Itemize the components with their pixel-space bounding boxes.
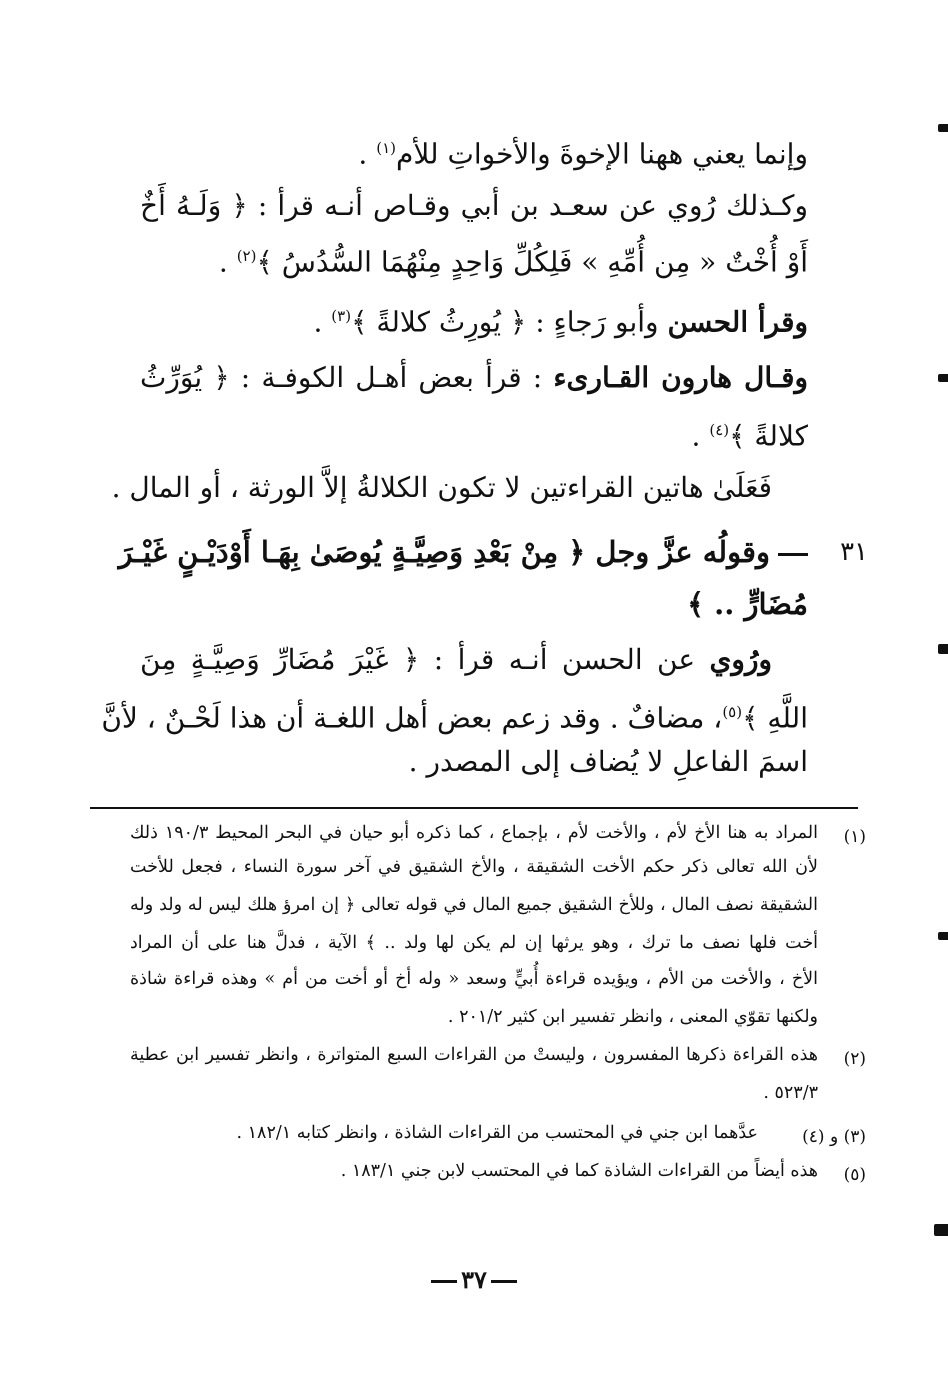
footnote-number: (٥)	[843, 1165, 866, 1185]
footnote-line: لأن الله تعالى ذكر حكم الأخت الشقيقة ، والأخ الشقيق في آخر سورة النساء ، فجعل للأخت	[130, 857, 818, 877]
footnote-divider	[90, 807, 858, 809]
section-heading-line-1	[118, 532, 808, 572]
bold-lead: ورُوي	[709, 643, 772, 676]
page-number-dash	[491, 1280, 517, 1283]
footnote-ref: (٤)	[709, 421, 730, 439]
footnote-line: عدَّهما ابن جني في المحتسب من القراءات الشاذة ، وانظر كتابه ١٨٢/١ .	[236, 1123, 758, 1143]
body-line-8	[140, 640, 772, 680]
footnote-line: ولكنها تقوّي المعنى ، وانظر تفسير ابن كثير ٢٠١/٢ .	[447, 1007, 818, 1027]
scan-edge-mark	[938, 932, 948, 940]
footnote-line: هذه أيضاً من القراءات الشاذة كما في المحتسب لابن جني ١٨٣/١ .	[340, 1161, 818, 1181]
footnote-line: المراد به هنا الأخ لأم ، والأخت لأم ، بإجماع ، كما ذكره أبو حيان في البحر المحيط ١٩٠/٣ ذلك	[130, 823, 818, 843]
body-text: عن الحسن أنـه قرأ : ﴿ غَيْرَ مُضَارِّ وَصِيَّـةٍ مِنَ	[140, 643, 710, 676]
footnote-number: (٣) و (٤)	[802, 1127, 866, 1147]
body-line-5	[140, 358, 808, 398]
footnote-number: (٢)	[843, 1049, 866, 1069]
bold-lead: وقـال هارون القـارىء	[553, 361, 809, 394]
footnote-line: أخت فلها نصف ما ترك ، وهو يرثها إن لم يكن لها ولد .. ﴾ الآية ، فدلَّ هنا على أن المراد	[130, 933, 818, 953]
body-text: وأبو رَجاءٍ : ﴿ يُورِثُ كلالةً ﴾	[351, 305, 668, 339]
body-line-7	[111, 468, 772, 508]
quran-quote: كلالةً ﴾	[729, 419, 808, 453]
body-text: .	[358, 137, 377, 171]
page-number-dash	[431, 1280, 457, 1283]
section-heading-text: وقولُه عزَّ وجل ﴿ مِنْ بَعْدِ وَصِيَّـةٍ يُوصَىٰ بِهَـا أَوْدَيْـنٍ غَيْـرَ	[118, 535, 770, 569]
body-text: .	[218, 245, 237, 279]
footnote-line: ٥٢٣/٣ .	[763, 1083, 818, 1103]
scan-edge-mark	[938, 374, 948, 382]
footnote-ref: (١)	[376, 139, 396, 157]
quran-quote: اللَّهِ ﴾	[742, 701, 808, 735]
section-number: ٣١	[840, 537, 868, 567]
body-text: وكـذلك رُوي عن سعـد بن أبي وقـاص أنـه قرأ : ﴿ وَلَـهُ أَخٌ	[140, 189, 808, 222]
body-line-6	[140, 410, 808, 456]
body-line-2	[140, 186, 808, 226]
scan-edge-mark	[934, 1224, 948, 1236]
body-line-3	[140, 236, 808, 282]
body-line-10	[140, 742, 808, 782]
section-heading-text: مُضَارٍّ .. ﴾	[687, 587, 808, 621]
body-text: اسمَ الفاعلِ لا يُضاف إلى المصدر .	[408, 745, 808, 778]
body-text: : قرأ بعض أهـل الكوفـة : ﴿ يُوَرِّثُ	[140, 361, 554, 394]
body-line-1	[140, 128, 808, 174]
section-heading-line-2	[140, 584, 808, 624]
bold-lead: وقرأ الحسن	[667, 305, 808, 339]
body-text: ، مضافٌ . وقد زعم بعض أهل اللغـة أن هذا لَحْـنٌ ، لأنَّ	[101, 701, 723, 735]
footnote-ref: (٥)	[722, 703, 743, 721]
section-dash	[778, 553, 808, 556]
quran-quote: أَوْ أُخْتٌ « مِن أُمِّهِ » فَلِكُلِّ وَاحِدٍ مِنْهُمَا السُّدُسُ ﴾	[256, 245, 808, 279]
scan-edge-mark	[938, 124, 948, 132]
page-number: ٣٧	[0, 1262, 948, 1298]
body-text: .	[313, 305, 332, 339]
footnote-ref: (٢)	[236, 247, 257, 265]
footnote-ref: (٣)	[331, 307, 352, 325]
footnote-number: (١)	[843, 827, 866, 847]
footnote-line: الشقيقة نصف المال ، وللأخ الشقيق جميع المال في قوله تعالى ﴿ إن امرؤ هلك ليس له ولد وله	[130, 895, 818, 915]
body-text: .	[691, 419, 710, 453]
body-line-4	[140, 296, 808, 342]
footnote-line: الأخ ، والأخت من الأم ، ويؤيده قراءة أُبيٍّ وسعد « وله أخ أو أخت من أم » وهذه قراءة شاذة	[130, 969, 818, 989]
body-text: فَعَلَىٰ هاتين القراءتين لا تكون الكلالةُ إلاَّ الورثة ، أو المال .	[111, 471, 772, 504]
scan-edge-mark	[938, 644, 948, 654]
body-line-9	[101, 692, 808, 738]
footnote-line: هذه القراءة ذكرها المفسرون ، وليستْ من القراءات السبع المتواترة ، وانظر تفسير ابن عطية	[130, 1045, 818, 1065]
body-text: وإنما يعني ههنا الإخوةَ والأخواتِ للأم	[395, 137, 808, 171]
